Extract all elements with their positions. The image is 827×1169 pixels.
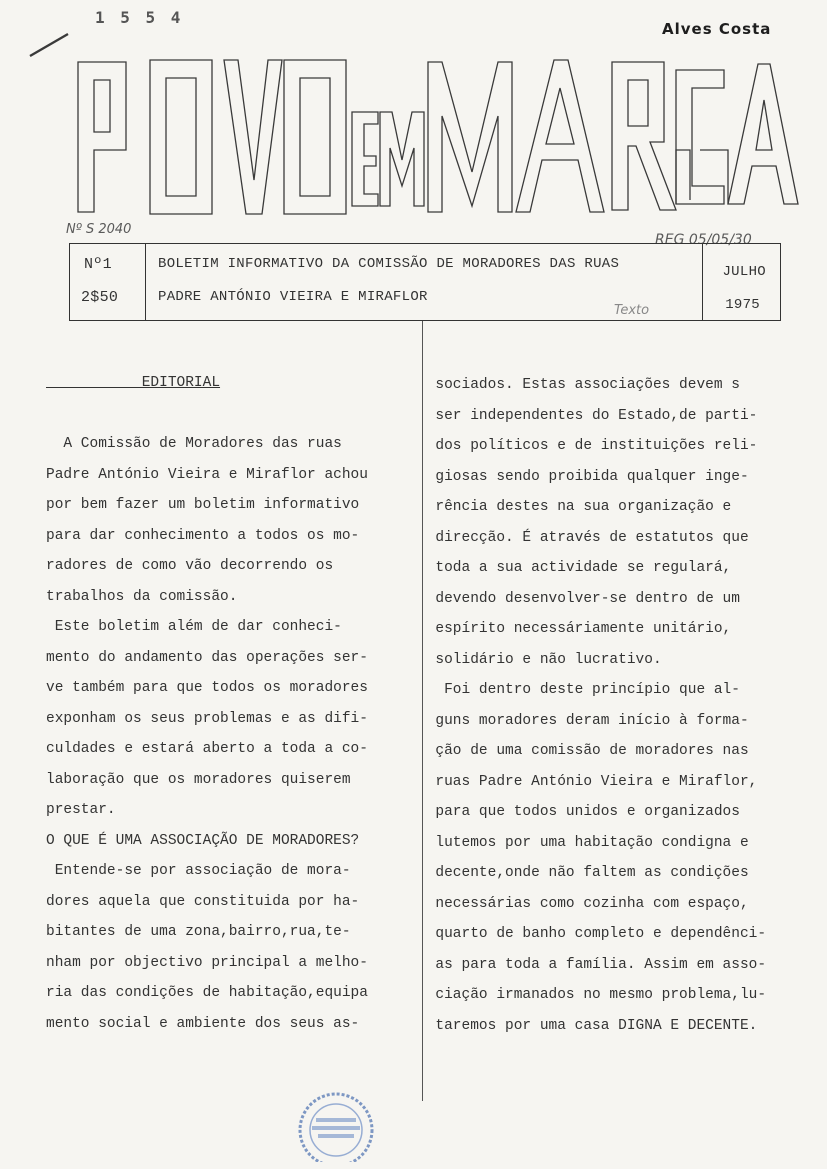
text-line: ciação irmanados no mesmo problema,lu- bbox=[418, 987, 767, 1003]
text-line: giosas sendo proibida qualquer inge- bbox=[418, 468, 749, 485]
text-line: espírito necessáriamente unitário, bbox=[418, 621, 732, 637]
text-line: toda a sua actividade se regulará, bbox=[418, 560, 732, 576]
text-line: guns moradores deram início à forma- bbox=[418, 712, 749, 729]
text-line: culdades e estará aberto a toda a co- bbox=[46, 741, 368, 757]
text-line: mento do andamento das operações ser- bbox=[46, 649, 368, 666]
author-name: Alves Costa bbox=[662, 20, 772, 38]
text-line: Entende-se por associação de mora- bbox=[46, 863, 351, 879]
text-line: laboração que os moradores quiserem bbox=[46, 771, 351, 788]
top-stamp: 1 5 5 4 bbox=[95, 8, 184, 27]
text-line: Este boletim além de dar conheci- bbox=[46, 619, 342, 635]
text-line: prestar. bbox=[46, 802, 116, 818]
text-line: as para toda a família. Assim em asso- bbox=[418, 956, 767, 973]
text-line: ser independentes do Estado,de parti- bbox=[418, 407, 758, 424]
bulletin-title-line2: PADRE ANTÓNIO VIEIRA E MIRAFLOR bbox=[158, 289, 428, 305]
text-line: mento social e ambiente dos seus as- bbox=[46, 1015, 360, 1032]
issue-number: Nº1 bbox=[84, 256, 112, 273]
text-line: rência destes na sua organização e bbox=[418, 499, 732, 515]
text-line: nham por objectivo principal a melho- bbox=[46, 954, 368, 971]
text-line: direcção. É através de estatutos que bbox=[418, 529, 749, 546]
text-line bbox=[46, 399, 368, 430]
text-line: dos políticos e de instituições reli- bbox=[418, 438, 758, 454]
right-column bbox=[418, 370, 766, 1041]
text-line: ção de uma comissão de moradores nas bbox=[418, 743, 749, 759]
issue-price: 2$50 bbox=[81, 289, 119, 306]
text-line: bitantes de uma zona,bairro,rua,te- bbox=[46, 924, 351, 940]
text-line: Padre António Vieira e Miraflor achou bbox=[46, 466, 368, 483]
text-line: necessárias como cozinha com espaço, bbox=[418, 895, 749, 912]
text-line: Foi dentro deste princípio que al- bbox=[418, 682, 740, 698]
handwritten-number: Nº S 2040 bbox=[66, 222, 132, 237]
text-line: ria das condições de habitação,equipa bbox=[46, 985, 368, 1001]
text-line: sociados. Estas associações devem s bbox=[418, 377, 740, 393]
text-line: exponham os seus problemas e as difi- bbox=[46, 710, 368, 727]
text-line: radores de como vão decorrendo os bbox=[46, 558, 334, 574]
text-line: ve também para que todos os moradores bbox=[46, 680, 368, 696]
pencil-note: Texto bbox=[614, 303, 650, 318]
handwritten-registration: REG 05/05/30 bbox=[655, 232, 752, 248]
library-seal-stamp bbox=[286, 1090, 386, 1162]
masthead-logo bbox=[0, 0, 827, 240]
text-line: ruas Padre António Vieira e Miraflor, bbox=[418, 773, 758, 790]
text-line: taremos por uma casa DIGNA E DECENTE. bbox=[418, 1017, 758, 1034]
text-line: A Comissão de Moradores das ruas bbox=[46, 436, 342, 452]
text-line: por bem fazer um boletim informativo bbox=[46, 497, 360, 513]
section-heading: O QUE É UMA ASSOCIAÇÃO DE MORADORES? bbox=[46, 832, 360, 849]
bulletin-header bbox=[69, 243, 781, 321]
text-line: trabalhos da comissão. bbox=[46, 588, 238, 605]
text-line: lutemos por uma habitação condigna e bbox=[418, 834, 749, 851]
text-line: quarto de banho completo e dependênci- bbox=[418, 926, 767, 942]
issue-month: JULHO bbox=[722, 264, 766, 280]
text-line: solidário e não lucrativo. bbox=[418, 651, 662, 668]
left-column bbox=[46, 368, 368, 1039]
editorial-heading: EDITORIAL bbox=[46, 375, 221, 391]
bulletin-title-line1: BOLETIM INFORMATIVO DA COMISSÃO DE MORADORES DAS RUAS bbox=[158, 256, 620, 272]
text-line: devendo desenvolver-se dentro de um bbox=[418, 590, 740, 607]
issue-year: 1975 bbox=[725, 297, 760, 313]
text-line: decente,onde não faltem as condições bbox=[418, 865, 749, 881]
text-line: para dar conhecimento a todos os mo- bbox=[46, 527, 360, 544]
text-line: para que todos unidos e organizados bbox=[418, 804, 740, 820]
text-line: dores aquela que constituida por ha- bbox=[46, 893, 360, 910]
